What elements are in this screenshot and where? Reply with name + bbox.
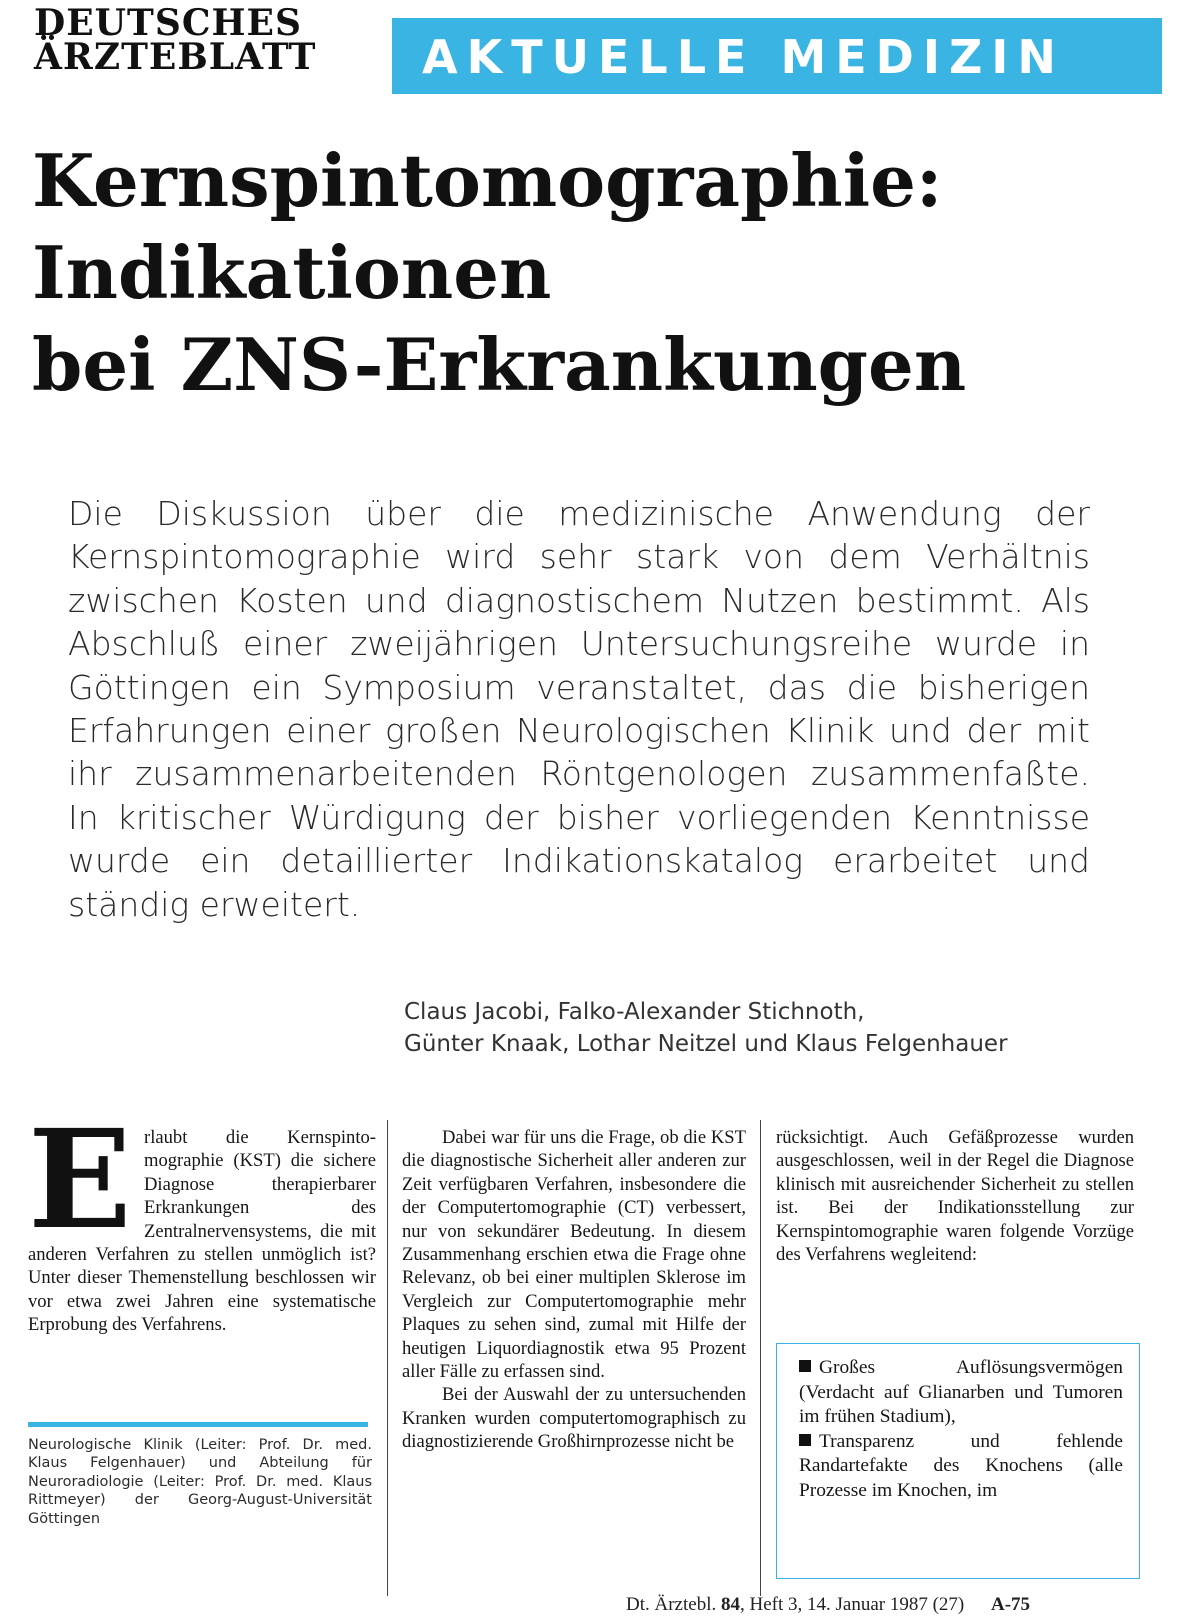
lead-paragraph: Die Diskussion über die medizinische Anwendung der Kernspintomographie wird sehr stark von dem Verhältnis zwischen Kosten und diagnostischem Nutzen bestimmt. Als Abschluß einer zweijährigen Untersuchungsreihe wurde in Göttingen ein Symposium veranstaltet, das die bisherigen Erfahrungen einer großen Neurologischen Klinik und der mit ihr zusammenarbeitenden Röntgenologen zusammenfaßte. In kritischer Würdigung der bisher vorliegenden Kenntnisse wurde ein detaillierter Indikationskatalog erarbeitet und ständig erweitert. [68, 494, 1090, 924]
title-line-2: Indikationen [32, 230, 552, 315]
page-number: A-75 [991, 1594, 1031, 1615]
body-column-1 [28, 1100, 376, 1337]
author-list [404, 996, 1124, 1060]
column-3-paragraph: rücksichtigt. Auch Gefäßprozesse wurden ausgeschlossen, weil in der Regel die Diagnose klinisch mit ausreichender Sicherheit zu stellen ist. Bei der Indikationsstellung zur Kernspintomographie waren folgende Vorzüge des Verfahrens wegleitend: [776, 1127, 1134, 1266]
page-footer [626, 1594, 1146, 1616]
column-2-paragraph-2: Bei der Auswahl der zu untersuchenden Kranken wurden computertomographisch zu diagnostizierende Großhirnprozesse nicht be [402, 1384, 746, 1453]
title-line-3: bei ZNS-Erkrankungen [32, 322, 967, 407]
body-column-2 [402, 1126, 746, 1454]
drop-cap: E [28, 1100, 132, 1260]
square-bullet-icon [799, 1360, 811, 1372]
advantage-item [799, 1356, 1123, 1430]
article-title [32, 135, 1152, 411]
masthead-line-1: DEUTSCHES [34, 2, 302, 44]
section-banner-label: AKTUELLE MEDIZIN [422, 30, 1065, 84]
footer-volume: 84 [720, 1594, 740, 1615]
square-bullet-icon [799, 1434, 811, 1446]
title-line-1: Kernspintomographie: [32, 138, 943, 223]
column-2-paragraph-1: Dabei war für uns die Frage, ob die KST die diagnostische Sicherheit aller anderen zur Zeit verfügbaren Verfahren, insbesondere die der Computertomographie (CT) verbessert, nur von sekundärer Bedeutung. In diesem Zusammenhang erschien etwa die Frage ohne Relevanz, ob bei einer multiplen Sklerose im Vergleich zur Computertomographie mehr Plaques zu sehen sind, zumal mit Hilfe der heutigen Liquordiagnostik etwa 95 Prozent aller Fälle zu erfassen sind. [402, 1127, 746, 1383]
authors-line-1: Claus Jacobi, Falko-Alexander Stichnoth, [404, 999, 865, 1025]
advantage-text: Transparenz und fehlende Randartefakte des Knochens (alle Prozesse im Knochen, im [799, 1430, 1123, 1501]
masthead-line-2: ÄRZTEBLATT [34, 36, 317, 78]
footer-issue: , Heft 3, 14. Januar 1987 (27) [739, 1594, 965, 1615]
affiliation-accent-rule [28, 1422, 368, 1427]
advantage-item [799, 1430, 1123, 1504]
advantage-text: Großes Auflösungsvermögen (Verdacht auf Glianarben und Tumoren im frühen Stadium), [799, 1357, 1123, 1428]
advantages-box [776, 1343, 1140, 1579]
body-column-3 [776, 1126, 1134, 1266]
authors-line-2: Günter Knaak, Lothar Neitzel und Klaus Felgenhauer [404, 1031, 1008, 1057]
column-divider [387, 1120, 388, 1596]
column-divider [760, 1120, 761, 1596]
author-affiliation: Neurologische Klinik (Leiter: Prof. Dr. med. Klaus Felgenhauer) und Abteilung für Neuroradiologie (Leiter: Prof. Dr. med. Klaus Rittmeyer) der Georg-August-Universität Göttingen [28, 1437, 372, 1527]
column-1-paragraph: rlaubt die Kernspintomographie (KST) die sichere Diagnose therapierbarer Erkrankungen des Zentralnervensystems, die mit anderen Verfahren zu stellen unmöglich ist? Unter dieser Themenstellung beschlossen wir vor etwa zwei Jahren eine systematische Erprobung des Verfahrens. [28, 1127, 376, 1336]
footer-journal: Dt. Ärztebl. [626, 1594, 717, 1615]
section-banner [392, 18, 1162, 94]
journal-masthead [34, 2, 374, 78]
